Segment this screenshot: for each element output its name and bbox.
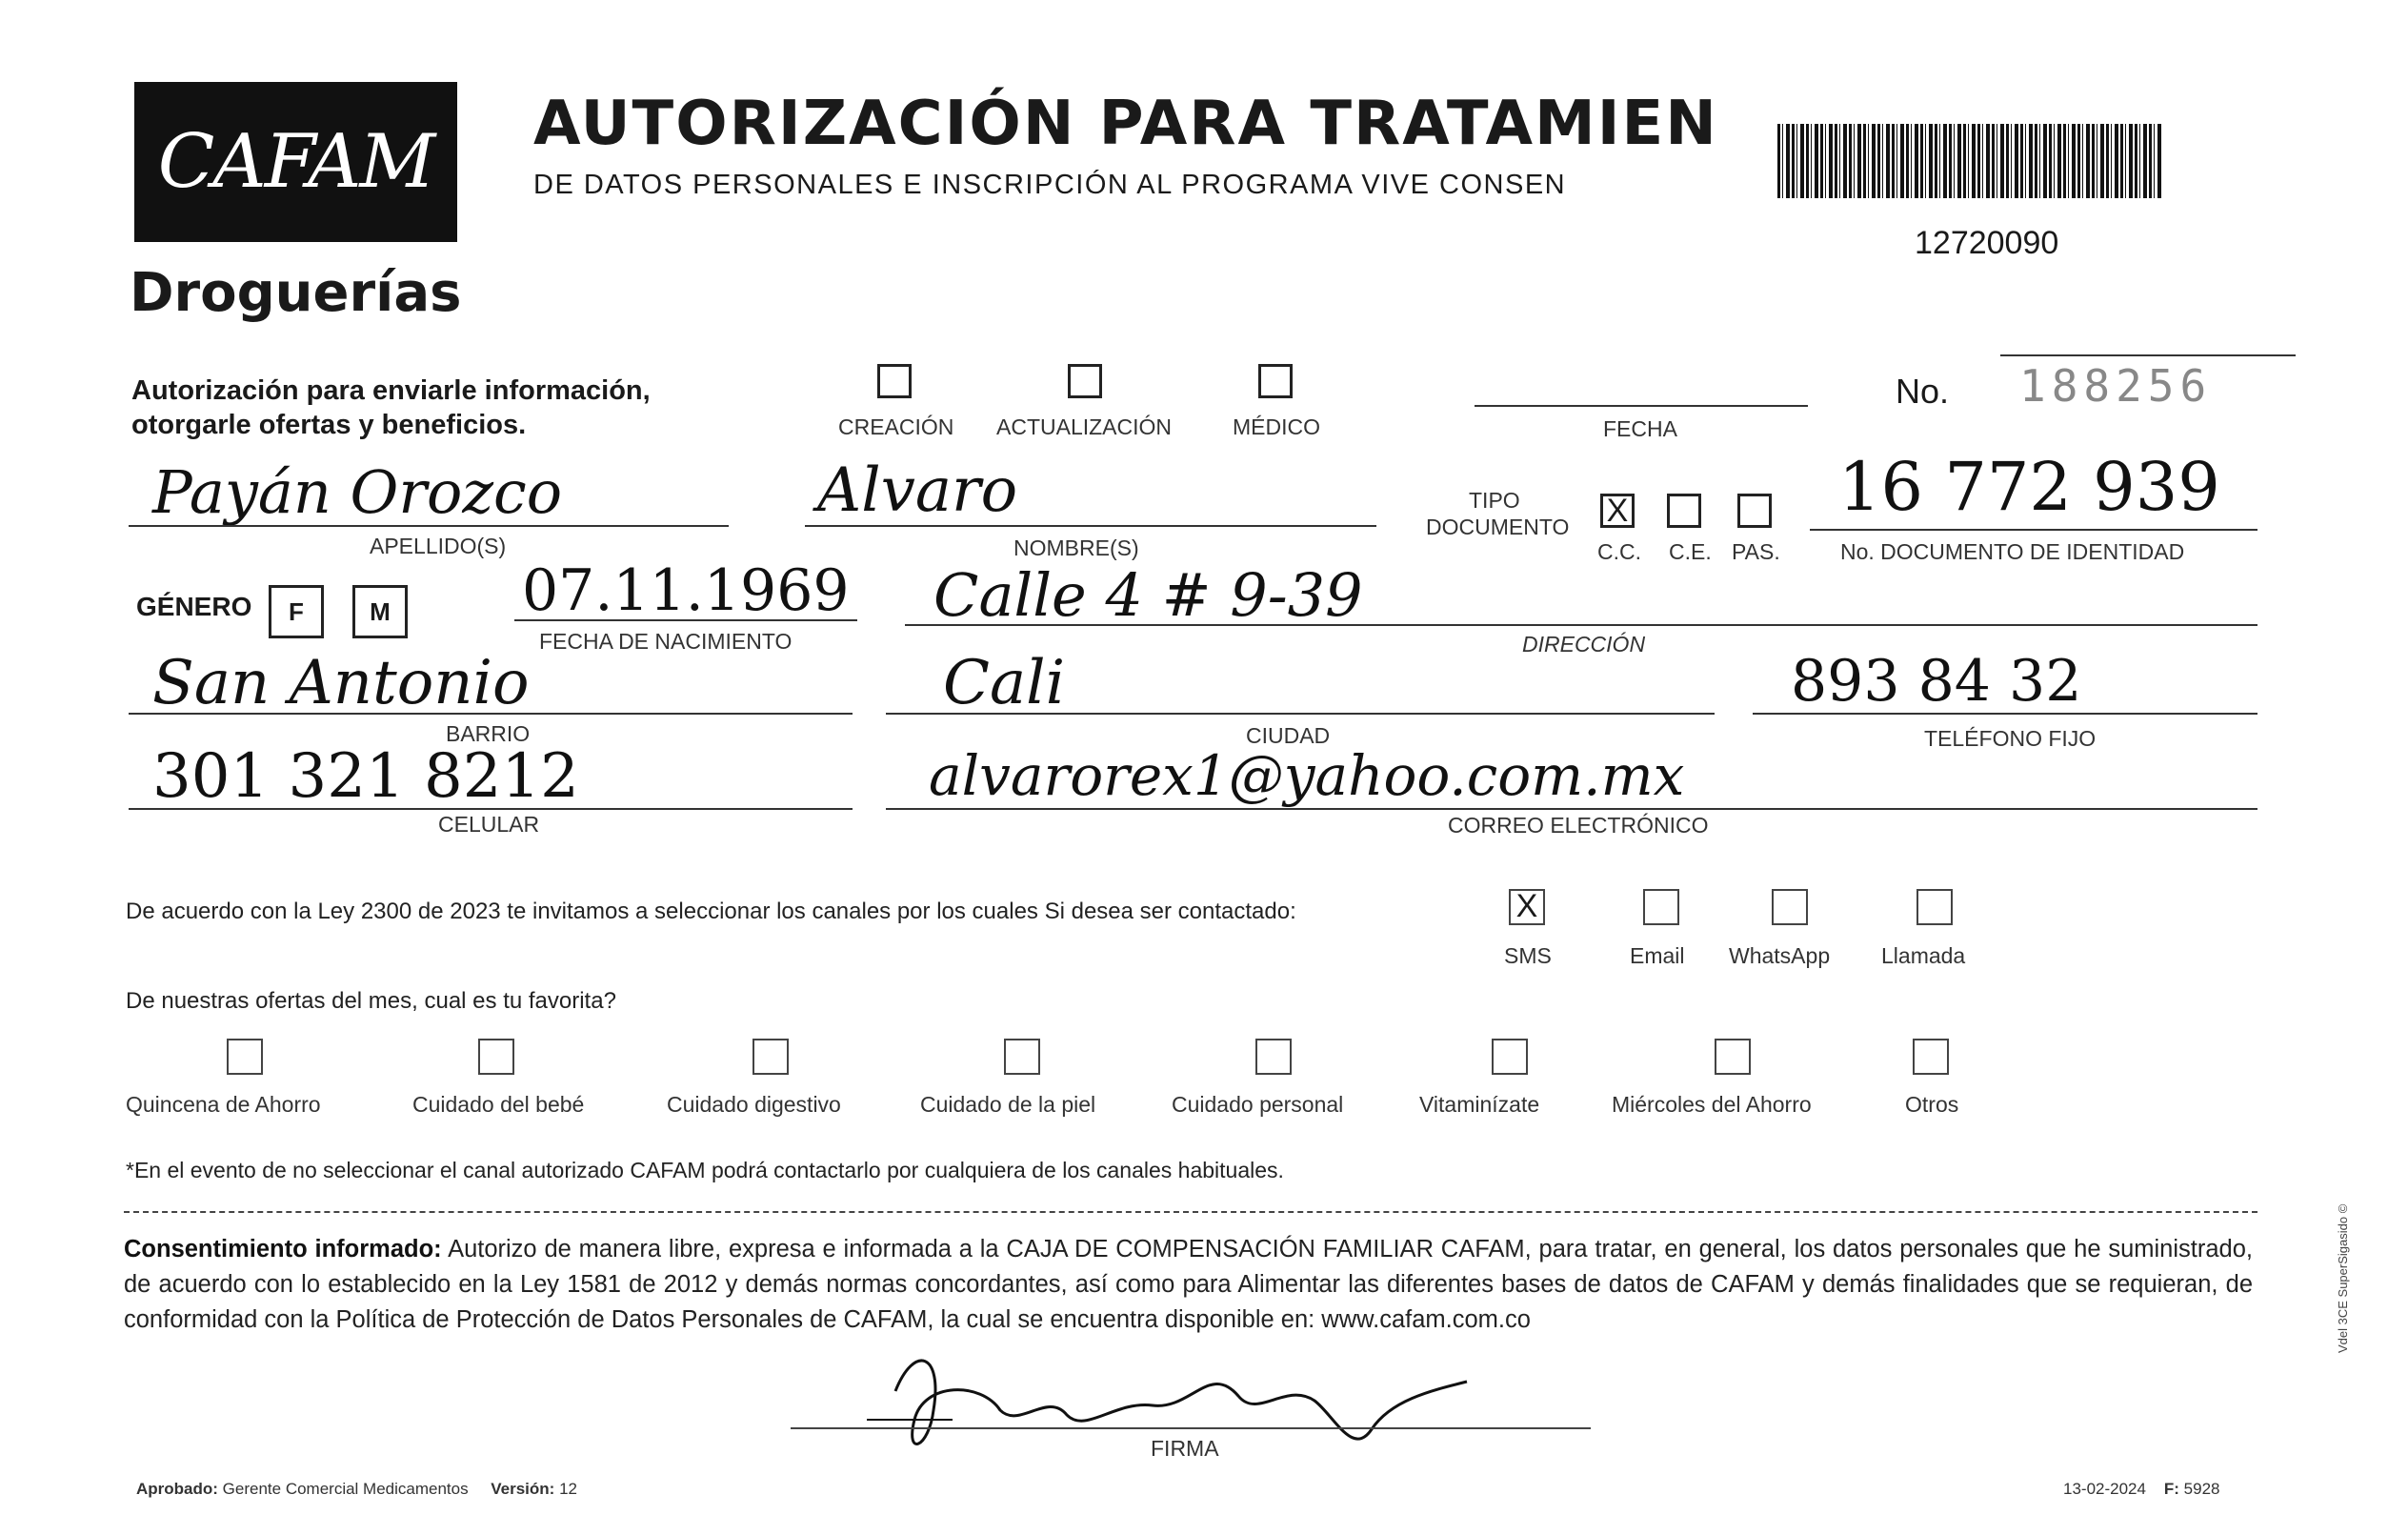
- cafam-logo: [134, 82, 457, 242]
- ciudad-value: Cali: [943, 648, 1066, 718]
- celular-value: 301 321 8212: [152, 741, 579, 812]
- birth-line: [514, 619, 857, 621]
- footer-code: [2063, 1480, 2219, 1499]
- creacion-checkbox[interactable]: [877, 364, 912, 398]
- separator-line: [124, 1211, 2258, 1213]
- form-subtitle: DE DATOS PERSONALES E INSCRIPCIÓN AL PROGRAMA VIVE CONSEN: [533, 170, 1567, 200]
- offer-vitaminizate-label: Vitaminízate: [1419, 1092, 1540, 1117]
- offer-digestivo-label: Cuidado digestivo: [667, 1092, 841, 1117]
- no-label: No.: [1896, 372, 1950, 411]
- offer-personal-checkbox[interactable]: [1255, 1039, 1292, 1075]
- nombre-label: NOMBRE(S): [1013, 535, 1139, 560]
- doc-type-ce-label: C.E.: [1669, 539, 1712, 564]
- offer-quincena-checkbox[interactable]: [227, 1039, 263, 1075]
- creacion-label: CREACIÓN: [838, 414, 954, 439]
- consent-text: Autorizo de manera libre, expresa e informada a la CAJA DE COMPENSACIÓN FAMILIAR CAFAM, para tratar, en general, los datos personales que he suministrado, de acuerdo con lo establecido en la Ley 1581 de 2012 y demás normas concordantes, así como para Alimentar las diferentes bases de datos de CAFAM y demás finalidades que se requieran, de conformidad con la Política de Protección de Datos Personales de CAFAM, la cual se encuentra disponible en: www.cafam.com.co: [124, 1236, 2253, 1333]
- offer-miercoles-checkbox[interactable]: [1715, 1039, 1751, 1075]
- authorization-label: [131, 374, 651, 442]
- version-value: 12: [559, 1480, 577, 1498]
- channel-sms-label: SMS: [1504, 943, 1552, 968]
- apellidos-label: APELLIDO(S): [370, 534, 507, 558]
- doc-type-cc-checkbox[interactable]: X: [1600, 494, 1635, 528]
- signature-line: [791, 1427, 1591, 1429]
- actualizacion-label: ACTUALIZACIÓN: [996, 414, 1173, 439]
- tipo-doc-label-1: TIPO: [1469, 488, 1520, 513]
- signature-label: FIRMA: [1151, 1436, 1219, 1461]
- nombre-line: [805, 525, 1376, 527]
- barrio-line: [129, 713, 853, 715]
- medico-label: MÉDICO: [1233, 414, 1320, 439]
- offer-vitaminizate-checkbox[interactable]: [1492, 1039, 1528, 1075]
- fecha-label: FECHA: [1603, 416, 1677, 441]
- direccion-label: DIRECCIÓN: [1522, 632, 1646, 656]
- apellidos-value: Payán Orozco: [152, 457, 563, 527]
- channel-whatsapp-checkbox[interactable]: [1772, 889, 1808, 925]
- footer-aprobado: [136, 1480, 577, 1499]
- offer-piel-label: Cuidado de la piel: [920, 1092, 1096, 1117]
- vertical-print-text: Vdel 3CE SuperSigasido ©: [2336, 1203, 2350, 1353]
- logo-text: CAFAM: [157, 119, 434, 205]
- channel-email-checkbox[interactable]: [1643, 889, 1679, 925]
- doc-number-value: 16 772 939: [1838, 448, 2220, 526]
- offer-otros-checkbox[interactable]: [1913, 1039, 1949, 1075]
- telefono-line: [1753, 713, 2258, 715]
- doc-type-cc-label: C.C.: [1597, 539, 1641, 564]
- aprobado-label: Aprobado:: [136, 1480, 218, 1498]
- genero-f-checkbox[interactable]: F: [269, 585, 324, 638]
- channels-text: De acuerdo con la Ley 2300 de 2023 te invitamos a seleccionar los canales por los cuales Si desea ser contactado:: [126, 899, 1296, 924]
- celular-line: [129, 808, 853, 810]
- offer-piel-checkbox[interactable]: [1004, 1039, 1040, 1075]
- direccion-value: Calle 4 # 9-39: [933, 560, 1363, 630]
- offer-bebe-label: Cuidado del bebé: [412, 1092, 585, 1117]
- doc-type-pas-checkbox[interactable]: [1737, 494, 1772, 528]
- offer-bebe-checkbox[interactable]: [478, 1039, 514, 1075]
- no-top-line: [2000, 354, 2296, 356]
- telefono-value: 893 84 32: [1791, 648, 2082, 715]
- telefono-label: TELÉFONO FIJO: [1924, 726, 2097, 751]
- footnote: *En el evento de no seleccionar el canal autorizado CAFAM podrá contactarlo por cualquiera de los canales habituales.: [126, 1158, 1284, 1182]
- offer-miercoles-label: Miércoles del Ahorro: [1612, 1092, 1812, 1117]
- fecha-line: [1475, 405, 1808, 407]
- footer-date: 13-02-2024: [2063, 1480, 2146, 1498]
- consent-heading: Consentimiento informado:: [124, 1236, 442, 1262]
- genero-m-checkbox[interactable]: M: [352, 585, 408, 638]
- ciudad-line: [886, 713, 1715, 715]
- email-value: alvarorex1@yahoo.com.mx: [929, 743, 1685, 808]
- channel-llamada-label: Llamada: [1881, 943, 1966, 968]
- birth-label: FECHA DE NACIMIENTO: [539, 629, 793, 654]
- ciudad-label: CIUDAD: [1246, 723, 1331, 748]
- celular-label: CELULAR: [438, 812, 540, 837]
- version-label: Versión:: [491, 1480, 555, 1498]
- offer-otros-label: Otros: [1905, 1092, 1959, 1117]
- brand-subtitle: Droguerías: [130, 262, 462, 324]
- consent-paragraph: [124, 1232, 2253, 1338]
- barrio-label: BARRIO: [446, 721, 531, 746]
- tipo-doc-label-2: DOCUMENTO: [1426, 515, 1570, 539]
- doc-type-ce-checkbox[interactable]: [1667, 494, 1701, 528]
- barcode-number: 12720090: [1915, 225, 2059, 261]
- direccion-line: [905, 624, 2258, 626]
- form-code-label: F:: [2163, 1480, 2179, 1498]
- genero-label: GÉNERO: [136, 592, 252, 621]
- channel-whatsapp-label: WhatsApp: [1729, 943, 1831, 968]
- apellidos-line: [129, 525, 729, 527]
- actualizacion-checkbox[interactable]: [1068, 364, 1102, 398]
- offer-quincena-label: Quincena de Ahorro: [126, 1092, 321, 1117]
- aprobado-value: Gerente Comercial Medicamentos: [222, 1480, 469, 1498]
- channel-sms-checkbox[interactable]: X: [1509, 889, 1545, 925]
- authorization-label-line1: Autorización para enviarle información,: [131, 375, 651, 406]
- doc-type-pas-label: PAS.: [1732, 539, 1780, 564]
- authorization-label-line2: otorgarle ofertas y beneficios.: [131, 410, 527, 440]
- email-label: CORREO ELECTRÓNICO: [1448, 813, 1709, 838]
- channel-email-label: Email: [1630, 943, 1685, 968]
- offer-digestivo-checkbox[interactable]: [752, 1039, 789, 1075]
- barrio-value: San Antonio: [152, 648, 530, 718]
- doc-number-label: No. DOCUMENTO DE IDENTIDAD: [1840, 539, 2185, 564]
- barcode: [1777, 124, 2162, 198]
- channel-llamada-checkbox[interactable]: [1916, 889, 1953, 925]
- form-code-value: 5928: [2183, 1480, 2220, 1498]
- doc-number-line: [1810, 529, 2258, 531]
- form-number: 188256: [2019, 360, 2213, 412]
- birth-value: 07.11.1969: [522, 557, 850, 624]
- nombre-value: Alvaro: [817, 455, 1018, 526]
- offers-question: De nuestras ofertas del mes, cual es tu favorita?: [126, 988, 616, 1014]
- offer-personal-label: Cuidado personal: [1172, 1092, 1344, 1117]
- medico-checkbox[interactable]: [1258, 364, 1293, 398]
- email-line: [886, 808, 2258, 810]
- form-title: AUTORIZACIÓN PARA TRATAMIEN: [533, 89, 1718, 159]
